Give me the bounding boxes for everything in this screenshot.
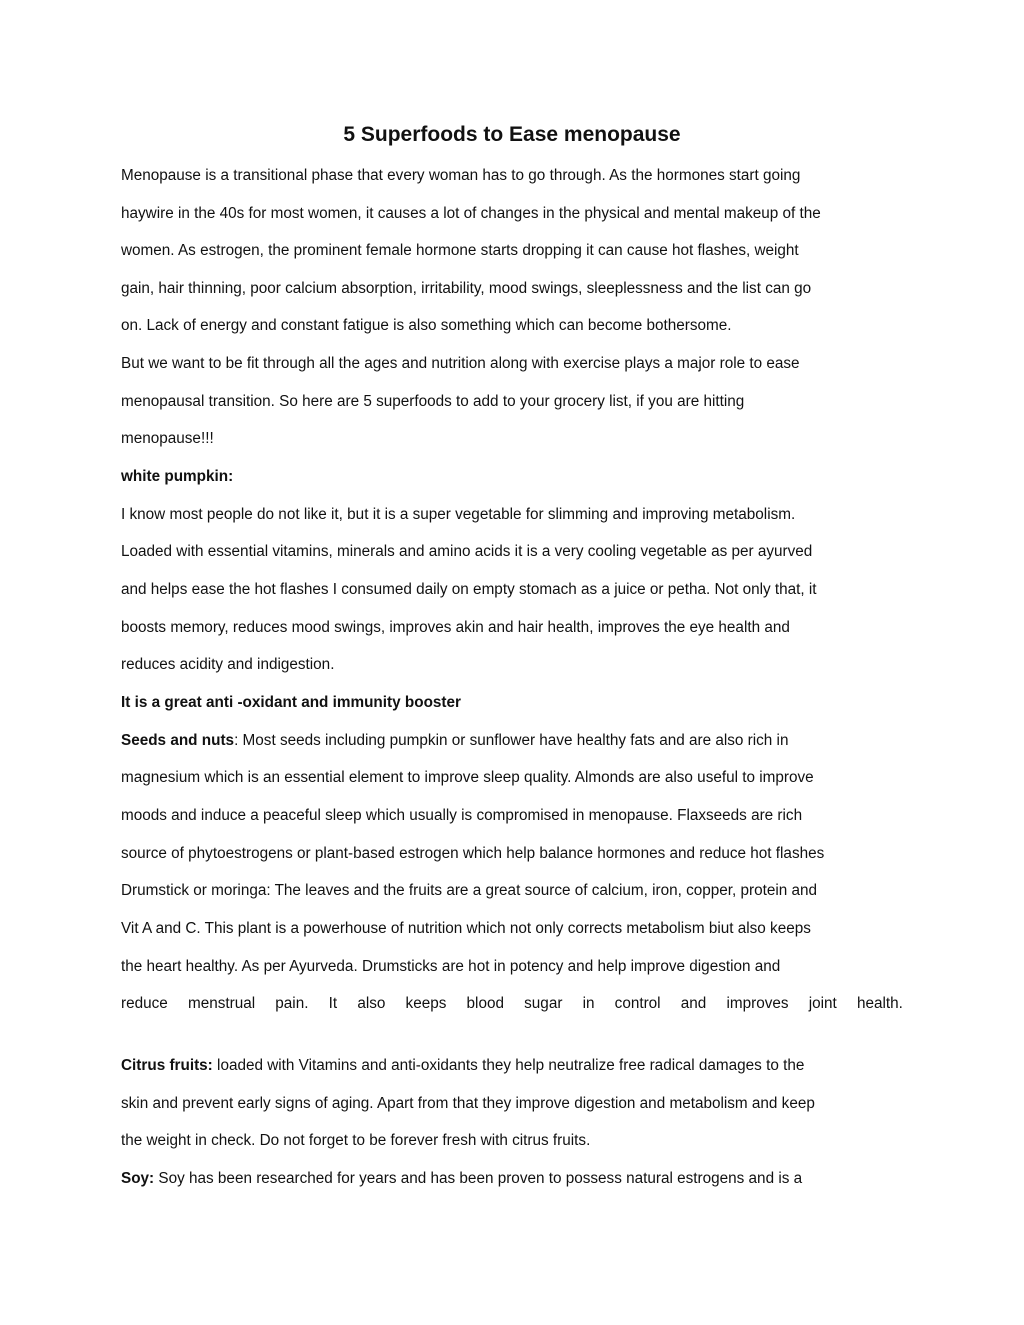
drumstick-line-2: Vit A and C. This plant is a powerhouse of nutrition which not only corrects metabolism biut also keeps: [121, 920, 811, 937]
white-pumpkin-line-4: boosts memory, reduces mood swings, improves akin and hair health, improves the eye health and: [121, 619, 790, 636]
justified-word: and: [680, 995, 707, 1012]
justified-word: sugar: [524, 995, 563, 1012]
citrus-line-1: [121, 1056, 911, 1076]
justified-word: also: [357, 995, 386, 1012]
document-title: 5 Superfoods to Ease menopause: [343, 123, 681, 146]
intro-line-3: women. As estrogen, the prominent female hormone starts dropping it can cause hot flashes, weight: [121, 242, 799, 259]
white-pumpkin-heading: white pumpkin:: [121, 468, 234, 485]
justified-word: improves: [726, 995, 789, 1012]
soy-heading: Soy:: [121, 1170, 155, 1187]
citrus-heading: Citrus fruits:: [121, 1057, 213, 1074]
soy-line-1: [121, 1169, 911, 1189]
drumstick-line-1: Drumstick or moringa: The leaves and the fruits are a great source of calcium, iron, copper, protein and: [121, 882, 818, 899]
intro-line-8: menopause!!!: [121, 430, 214, 447]
seeds-line-4: source of phytoestrogens or plant-based estrogen which help balance hormones and reduce hot flashes: [121, 845, 825, 862]
white-pumpkin-line-5: reduces acidity and indigestion.: [121, 656, 335, 673]
drumstick-line-3: the heart healthy. As per Ayurveda. Drumsticks are hot in potency and help improve digestion and: [121, 958, 781, 975]
white-pumpkin-line-3: and helps ease the hot flashes I consumed daily on empty stomach as a juice or petha. Not only that, it: [121, 581, 817, 598]
justified-word: joint: [808, 995, 837, 1012]
intro-line-1: Menopause is a transitional phase that every woman has to go through. As the hormones start going: [121, 167, 801, 184]
justified-word: pain.: [275, 995, 309, 1012]
white-pumpkin-line-1: I know most people do not like it, but it is a super vegetable for slimming and improving metabolism.: [121, 506, 796, 523]
intro-line-4: gain, hair thinning, poor calcium absorption, irritability, mood swings, sleeplessness and the list can go: [121, 280, 812, 297]
seeds-heading: Seeds and nuts: [121, 732, 235, 749]
justified-word: It: [328, 995, 338, 1012]
justified-word: reduce: [121, 995, 168, 1012]
citrus-line-1-text: loaded with Vitamins and anti-oxidants they help neutralize free radical damages to the: [212, 1057, 805, 1074]
justified-word: blood: [466, 995, 504, 1012]
justified-word: in: [582, 995, 595, 1012]
citrus-line-2: skin and prevent early signs of aging. Apart from that they improve digestion and metabolism and keep: [121, 1095, 815, 1112]
soy-line-1-text: Soy has been researched for years and has been proven to possess natural estrogens and is a: [154, 1170, 803, 1187]
intro-line-2: haywire in the 40s for most women, it causes a lot of changes in the physical and mental makeup of the: [121, 205, 821, 222]
seeds-line-2: magnesium which is an essential element to improve sleep quality. Almonds are also useful to improve: [121, 769, 814, 786]
justified-word: health.: [856, 995, 903, 1012]
citrus-line-3: the weight in check. Do not forget to be forever fresh with citrus fruits.: [121, 1132, 591, 1149]
intro-line-7: menopausal transition. So here are 5 superfoods to add to your grocery list, if you are hitting: [121, 393, 745, 410]
intro-line-6: But we want to be fit through all the ages and nutrition along with exercise plays a major role to ease: [121, 355, 800, 372]
justified-word: keeps: [405, 995, 447, 1012]
intro-line-5: on. Lack of energy and constant fatigue is also something which can become bothersome.: [121, 317, 732, 334]
drumstick-justified-line: [121, 994, 903, 1014]
antioxidant-note: It is a great anti -oxidant and immunity booster: [121, 694, 461, 711]
seeds-line-1: [121, 731, 911, 751]
justified-word: menstrual: [187, 995, 256, 1012]
seeds-line-1-text: : Most seeds including pumpkin or sunflower have healthy fats and are also rich in: [234, 732, 789, 749]
seeds-line-3: moods and induce a peaceful sleep which usually is compromised in menopause. Flaxseeds are rich: [121, 807, 803, 824]
white-pumpkin-line-2: Loaded with essential vitamins, minerals and amino acids it is a very cooling vegetable as per ayurved: [121, 543, 813, 560]
justified-word: control: [614, 995, 661, 1012]
